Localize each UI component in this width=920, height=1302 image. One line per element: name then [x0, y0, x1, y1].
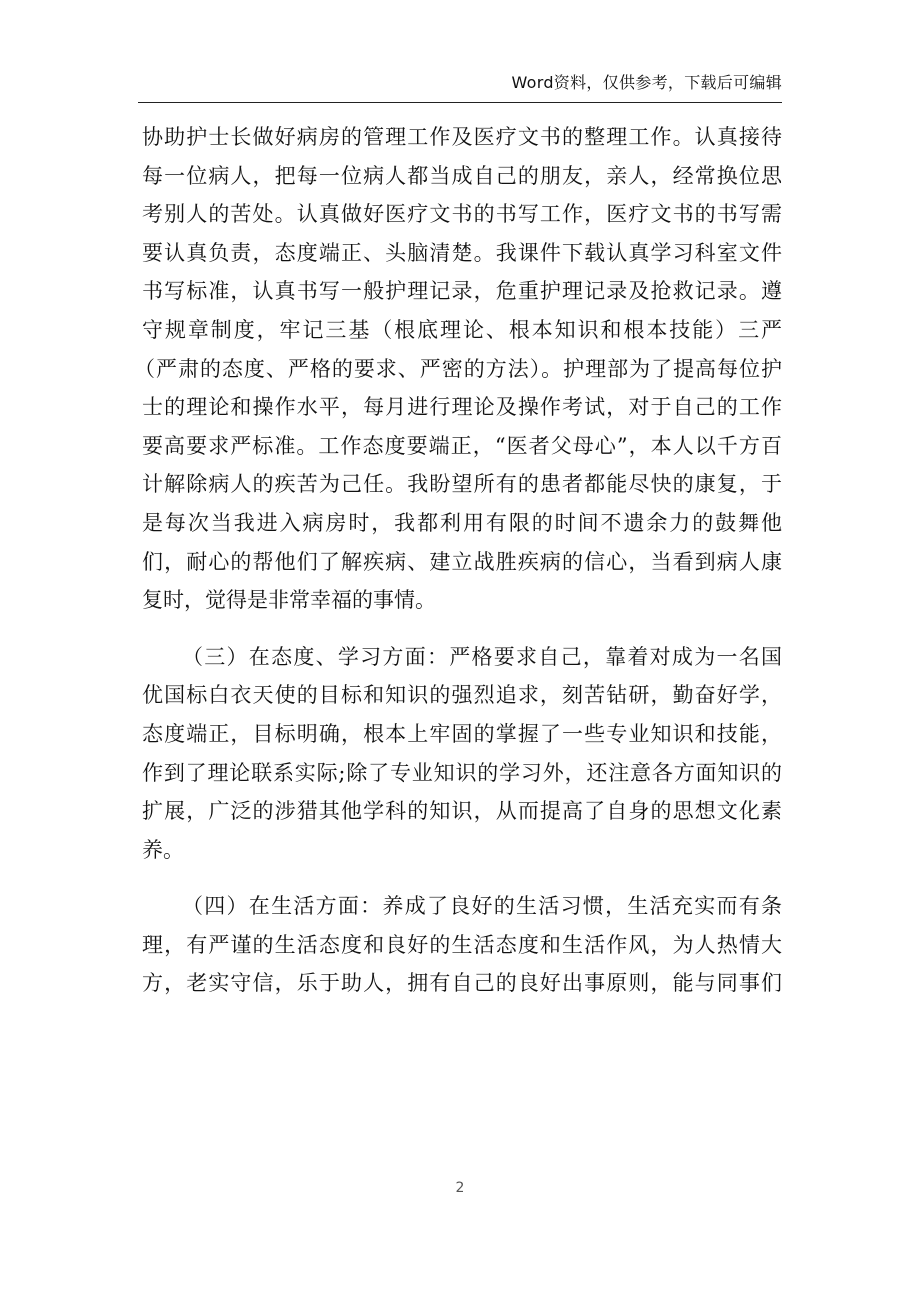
- text-line: （严肃的态度、严格的要求、严密的方法）。护理部为了提高每位护: [134, 356, 782, 381]
- text-line: 守规章制度，牢记三基（根底理论、根本知识和根本技能）三严: [142, 317, 782, 342]
- paragraph-life: [142, 887, 782, 1003]
- text-line: 优国标白衣天使的目标和知识的强烈追求，刻苦钻研，勤奋好学，: [142, 683, 782, 708]
- text-line: 计解除病人的疾苦为己任。我盼望所有的患者都能尽快的康复，于: [142, 472, 782, 497]
- text-line: 是每次当我进入病房时，我都利用有限的时间不遗余力的鼓舞他: [142, 510, 782, 535]
- text-line: 养。: [142, 837, 184, 862]
- header-text: Word资料，仅供参考，下载后可编辑: [511, 73, 782, 92]
- text-line: 士的理论和操作水平，每月进行理论及操作考试，对于自己的工作: [142, 395, 782, 420]
- text-line: 协助护士长做好病房的管理工作及医疗文书的整理工作。认真接待: [142, 125, 782, 149]
- paragraph-nursing-work: [134, 118, 782, 620]
- text-line: 考别人的苦处。认真做好医疗文书的书写工作，医疗文书的书写需: [142, 202, 782, 227]
- text-line: （四）在生活方面：养成了良好的生活习惯，生活充实而有条: [182, 894, 782, 919]
- text-line: 每一位病人，把每一位病人都当成自己的朋友，亲人，经常换位思: [142, 163, 782, 188]
- text-line: 理，有严谨的生活态度和良好的生活态度和生活作风，为人热情大: [142, 932, 782, 957]
- text-line: 方，老实守信，乐于助人，拥有自己的良好出事原则，能与同事们: [142, 971, 782, 996]
- text-line: 扩展，广泛的涉猎其他学科的知识，从而提高了自身的思想文化素: [142, 799, 782, 824]
- text-line: 要认真负责，态度端正、头脑清楚。我课件下载认真学习科室文件: [142, 240, 782, 265]
- text-line: （三）在态度、学习方面：严格要求自己，靠着对成为一名国: [182, 644, 782, 669]
- page-number: 2: [455, 1180, 465, 1196]
- page-header: [138, 66, 782, 103]
- text-line: 要高要求严标准。工作态度要端正，“医者父母心”，本人以千方百: [142, 433, 782, 458]
- paragraph-attitude-study: [142, 638, 782, 870]
- body-text: [134, 118, 782, 1003]
- text-line: 态度端正，目标明确，根本上牢固的掌握了一些专业知识和技能，: [142, 721, 782, 746]
- text-line: 们，耐心的帮他们了解疾病、建立战胜疾病的信心，当看到病人康: [142, 549, 782, 574]
- text-line: 书写标准，认真书写一般护理记录，危重护理记录及抢救记录。遵: [142, 279, 782, 304]
- text-line: 复时，觉得是非常幸福的事情。: [142, 588, 436, 613]
- text-line: 作到了理论联系实际;除了专业知识的学习外，还注意各方面知识的: [142, 760, 782, 785]
